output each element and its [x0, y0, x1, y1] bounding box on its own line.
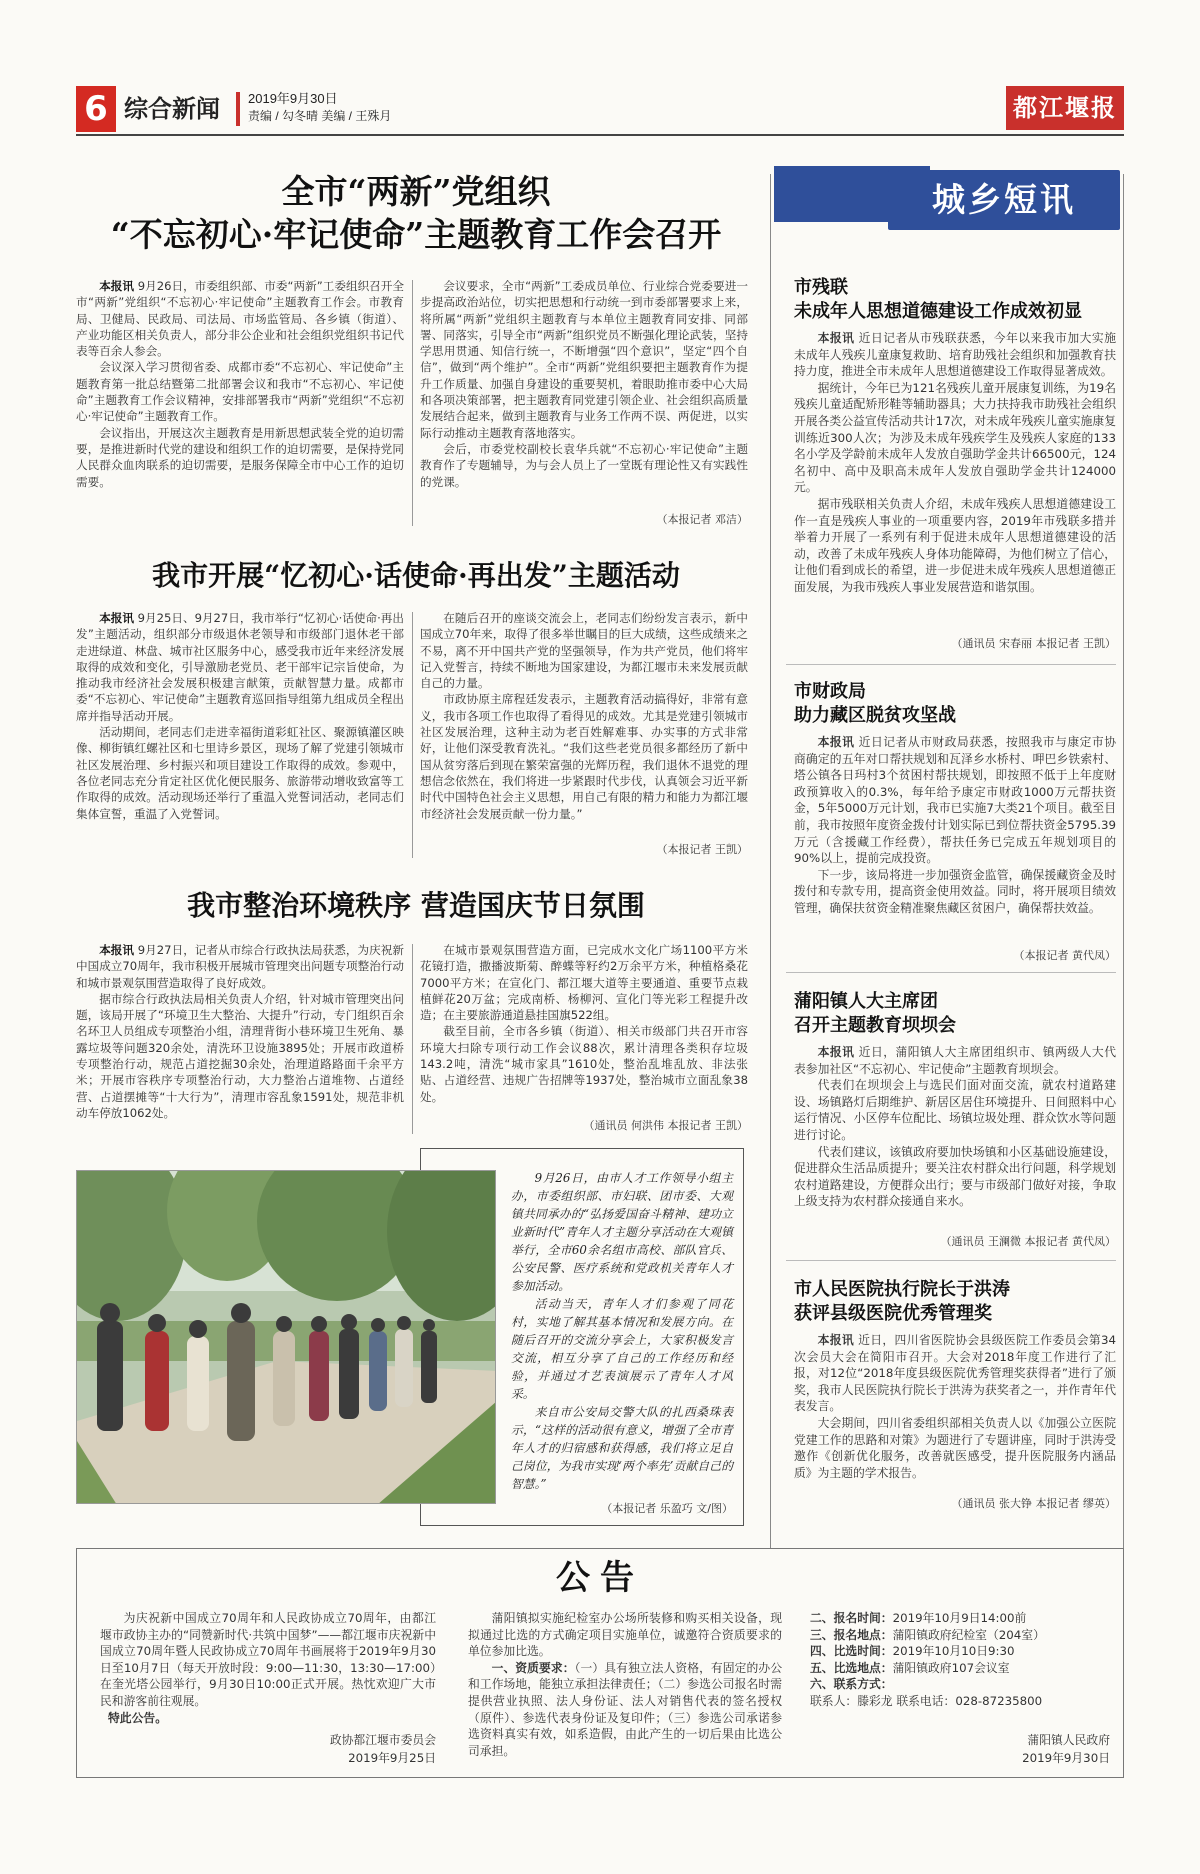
group-photo-image [77, 1171, 496, 1504]
a2-para-3: 在随后召开的座谈交流会上，老同志们纷纷发言表示，新中国成立70年来，取得了很多举世瞩目的巨大成绩，这些成绩来之不易，离不开中国共产党的坚强领导，作为共产党员，他们将牢记入党誓言，持续不断地为国家建设，为都江堰市未来发展贡献自己的力量。 [420, 611, 748, 691]
a2-para-1: 9月25日、9月27日，我市举行“忆初心·话使命·再出发”主题活动，组织部分市级退休老领导和市级部门退休老干部走进绿道、林盘、城市社区服务中心，感受我市近年来经济发展取得的成效和变化，引导激励老党员、老干部牢记宗旨使命，为推动我市经济社会发展积极建言献策，贡献智慧力量。成都市委“不忘初心、牢记使命”主题教育巡回指导组第九组成员全程出席并指导活动开展。 [76, 611, 404, 723]
notice-label-4: 四、比选时间： [810, 1644, 893, 1659]
a1-headline-2: “不忘初心·牢记使命”主题教育工作会召开 [110, 215, 722, 254]
caption-para-3: 来自市公安局交警大队的扎西桑珠表示，“这样的活动很有意义，增强了全市青年人才的归宿感和获得感，我们将立足自己岗位，为我市实现‘两个率先’贡献自己的智慧。” [511, 1405, 733, 1491]
page-number: 6 [76, 86, 116, 132]
notice-mid-req: （一）具有独立法人资格，有固定的办公和工作场地，能独立承担法律责任；（二）参选公司报名时需提供营业执照、法人身份证、法人对销售代表的签名授权（原件）、参选代表身份证及复印件；（三）参选公司承诺参选资料真实有效，如系造假，由此产生的一切后果由比选公司承担。 [468, 1660, 782, 1758]
editors-line: 责编 / 勾冬晴 美编 / 王殊月 [248, 109, 392, 123]
brief-4-headline-1: 市人民医院执行院长于洪涛 [794, 1279, 1010, 1300]
notice-label-5: 五、比选地点： [810, 1660, 893, 1675]
brief-3-para-3: 代表们建议，该镇政府要加快场镇和小区基础设施建设，促进群众生活品质提升；要关注农村群众出行问题，科学规划农村道路建设，方便群众出行；要与市级部门做好对接，争取上级支持为农村群众接通自来水。 [794, 1144, 1116, 1209]
section-title: 综合新闻 [124, 95, 220, 123]
brief-1-headline-1: 市残联 [794, 277, 848, 298]
brief-3-body [794, 1044, 1116, 1226]
a2-col-2 [420, 610, 748, 844]
column-rule [412, 944, 413, 1134]
a3-para-2: 据市综合行政执法局相关负责人介绍，针对城市管理突出问题，该局开展了“环境卫生大整治、大提升”行动，专门组织百余名环卫人员组成专项整治小组，清理背街小巷环境卫生死角、暴露垃圾等问题320余处，清洗环卫设施3895处；开展市政道桥专项整治行动，规范占道挖掘30余处，治理道路路面千余平方米；开展市容秩序专项整治行动，大力整治占道堆物、占道经营、占道摆摊等“十大行为”，清理市容乱象1591处，规范非机动车停放1062处。 [76, 991, 404, 1120]
a1-para-3: 会议指出，开展这次主题教育是用新思想武装全党的迫切需要，是推进新时代党的建设和组织工作的迫切需要，是保持党同人民群众血肉联系的迫切需要，是服务保障全市中心工作的迫切需要。 [76, 425, 404, 489]
a3-para-4: 截至目前，全市各乡镇（街道）、相关市级部门共召开市容环境大扫除专项行动工作会议88次，累计清理各类积存垃圾143.2吨，清洗“城市家具”1610处，整治乱堆乱放、非法张贴、占道经营、违规广告招牌等1937处，整治城市立面乱象38处。 [420, 1024, 748, 1104]
brief-2-para-1: 近日记者从市财政局获悉，按照我市与康定市协商确定的五年对口帮扶规划和瓦泽乡水桥村、呷巴乡铁索村、塔公镇各日玛村3个贫困村帮扶规划，即按照不低于上年度财政预算收入的0.3%，每年给予康定市财政1000万元帮扶资金，5年5000万元计划，我市已实施7大类21个项目。截至目前，我市按照年度资金拨付计划实际已到位帮扶资金5795.39万元（含援藏工作经费），帮扶任务已完成五年规划项目的90%以上，提前完成投资。 [794, 735, 1116, 866]
brief-4-lead: 本报讯 [817, 1333, 855, 1347]
a2-headline: 我市开展“忆初心·话使命·再出发”主题活动 [152, 559, 680, 592]
brief-3-headline-1: 蒲阳镇人大主席团 [794, 991, 938, 1012]
notice-left [100, 1610, 436, 1726]
a2-para-2: 活动期间，老同志们走进幸福街道彩虹社区、聚源镇灌区映像、柳街镇红螺社区和七里诗乡景区，现场了解了党建引领城市社区发展治理、乡村振兴和项目建设工作取得的成效。参观中，各位老同志充分肯定社区优化便民服务、旅游带动增收致富等工作取得的成效。活动现场还举行了重温入党誓词活动，老同志们集体宣誓，重温了入党誓词。 [76, 725, 404, 821]
notice-mid-para: 蒲阳镇拟实施纪检室办公场所装修和购买相关设备，现拟通过比选的方式确定项目实施单位，诚邀符合资质要求的单位参加比选。 [468, 1611, 782, 1659]
brief-1-para-1: 近日记者从市残联获悉，今年以来我市加大实施未成年人残疾儿童康复救助、培育助残社会组织和加强教育扶持力度，推进全市未成年人思想道德建设工作取得显著成效。 [794, 331, 1116, 379]
brief-1-para-3: 据市残联相关负责人介绍，未成年残疾人思想道德建设工作一直是残疾人事业的一项重要内容，2019年市残联多措并举着力开展了一系列有利于促进未成年人思想道德建设的活动，改善了未成年残疾人身体功能障碍，为他们树立了信心，让他们看到成长的希望，进一步促进未成年残疾人思想道德正面发展，为我市残疾人事业发展营造和谐氛围。 [794, 496, 1116, 594]
brief-2-body [794, 734, 1116, 958]
brief-4-body [794, 1332, 1116, 1506]
a1-para-1: 9月26日，市委组织部、市委“两新”工委组织召开全市“两新”党组织“不忘初心·牢记使命”主题教育工作会。市教育局、卫健局、民政局、司法局、市场监管局、各乡镇（街道）、产业功能区相关负责人，部分非公企业和社会组织党组织书记代表等百余人参会。 [76, 279, 404, 359]
a1-col-2 [420, 278, 748, 514]
notice-value-2: 2019年10月9日14:00前 [892, 1611, 1027, 1625]
a2-para-4: 市政协原主席程廷发表示，主题教育活动搞得好，非常有意义，我市各项工作也取得了看得见的成效。尤其是党建引领城市社区发展治理，这种主动为老百姓解难事、办实事的方式非常好，让他们深受教育洗礼。“我们这些老党员很多都经历了新中国从贫穷落后到现在繁荣富强的光辉历程，我们退休不退党的理想信念依然在，我们将进一步紧跟时代步伐，认真领会习近平新时代中国特色社会主义思想，用自己有限的精力和能力为都江堰市经济社会发展贡献一份力量。” [420, 692, 748, 821]
a2-lead: 本报讯 [99, 611, 134, 625]
a3-col-1 [76, 942, 404, 1138]
notice-value-5: 蒲阳镇政府107会议室 [892, 1660, 1010, 1675]
brief-1-byline: （通讯员 宋春丽 本报记者 王凯） [951, 637, 1116, 650]
a3-headline: 我市整治环境秩序 营造国庆节日氛围 [187, 889, 645, 922]
brief-3-lead: 本报讯 [817, 1045, 855, 1059]
a2-col-1 [76, 610, 404, 860]
brief-4-para-2: 大会期间，四川省委组织部相关负责人以《加强公立医院党建工作的思路和对策》为题进行了专题讲座，同时于洪涛受邀作《创新优化服务，改善就医感受，提升医院服务内涵品质》为主题的学术报告。 [794, 1415, 1116, 1480]
a3-byline: （通讯员 何洪伟 本报记者 王凯） [583, 1119, 748, 1132]
a1-para-4: 会议要求，全市“两新”工委成员单位、行业综合党委要进一步提高政治站位，切实把思想和行动统一到市委部署要求上来，将所属“两新”党组织主题教育与本单位主题教育同安排、同部署、同落实，引导全市“两新”组织党员不断强化理论武装，坚持学思用贯通、知信行统一，不断增强“四个意识”，坚定“四个自信”，做到“两个维护”。全市“两新”党组织要把主题教育作为提升工作质量、加强自身建设的重要契机，着眼助推市委中心大局和各项决策部署，把主题教育同党建引领企业、社会组织高质量发展结合起来，做到主题教育与业务工作两不误、两促进，以实际行动推动主题教育落地落实。 [420, 279, 748, 440]
news-photo [76, 1170, 496, 1504]
brief-2-lead: 本报讯 [817, 735, 855, 749]
brief-2-byline: （本报记者 黄代凤） [1013, 949, 1116, 962]
a1-para-5: 会后，市委党校副校长袁华兵就“不忘初心·牢记使命”主题教育作了专题辅导，为与会人员上了一堂既有理论性又有实践性的党课。 [420, 441, 748, 489]
a1-col-1 [76, 278, 404, 530]
a3-para-1: 9月27日，记者从市综合行政执法局获悉，为庆祝新中国成立70周年，我市积极开展城市管理突出问题专项整治行动和城市景观氛围营造取得了良好成效。 [76, 943, 404, 990]
notice-left-para: 为庆祝新中国成立70周年和人民政协成立70周年，由都江堰市政协主办的“同赞新时代·共筑中国梦”——都江堰市庆祝新中国成立70周年暨人民政协成立70周年书画展将于2019年9月30日至10月7日（每天开放时段：9:00—11:30，13:30—17:00）在奎光塔公园举行，9月30日10:00正式开展。热忱欢迎广大市民和游客前往观展。 [100, 1611, 436, 1708]
notice-left-org: 政协都江堰市委员会 [329, 1733, 436, 1747]
brief-3-headline-2: 召开主题教育坝坝会 [794, 1015, 956, 1036]
brief-2-para-2: 下一步，该局将进一步加强资金监管，确保援藏资金及时拨付和专款专用，提高资金使用效益。同时，将开展项目绩效管理，确保扶贫资金精准聚焦藏区贫困户，确保帮扶效益。 [794, 867, 1116, 915]
brief-3-para-1: 近日，蒲阳镇人大主席团组织市、镇两级人大代表参加社区“不忘初心、牢记使命”主题教育坝坝会。 [794, 1045, 1116, 1076]
a1-lead: 本报讯 [99, 279, 135, 293]
notice-value-3: 蒲阳镇政府纪检室（204室） [892, 1627, 1045, 1642]
notice-right-date: 2019年9月30日 [1022, 1751, 1110, 1765]
a2-byline: （本报记者 王凯） [656, 843, 748, 856]
brief-separator [786, 972, 1116, 973]
brief-2-headline-1: 市财政局 [794, 681, 866, 702]
brief-1-headline-2: 未成年人思想道德建设工作成效初显 [794, 301, 1082, 322]
brief-1-lead: 本报讯 [817, 331, 855, 345]
issue-date: 2019年9月30日 [248, 91, 338, 106]
caption-byline: （本报记者 乐盈巧 文/图） [601, 1502, 733, 1515]
photo-caption [511, 1169, 733, 1493]
brief-4-headline-2: 获评县级医院优秀管理奖 [794, 1303, 992, 1324]
a1-headline-1: 全市“两新”党组织 [281, 172, 551, 211]
a3-col-2 [420, 942, 748, 1122]
brief-1-body [794, 330, 1116, 650]
notice-title: 公告 [556, 1558, 644, 1598]
brief-3-para-2: 代表们在坝坝会上与选民们面对面交流，就农村道路建设、场镇路灯后期维护、新居区居住环境提升、日间照料中心运行情况、小区停车位配比、场镇垃圾处理、群众饮水等问题进行讨论。 [794, 1078, 1116, 1142]
brief-separator [786, 1260, 1116, 1261]
notice-left-date: 2019年9月25日 [348, 1751, 436, 1765]
newspaper-logo: 都江堰报 [1006, 86, 1124, 130]
brief-2-headline-2: 助力藏区脱贫攻坚战 [794, 705, 956, 726]
notice-right [810, 1610, 1110, 1710]
notice-value-4: 2019年10月10日9:30 [892, 1644, 1015, 1659]
notice-label-6: 六、联系方式： [810, 1677, 893, 1692]
notice-mid-req-label: 一、资质要求： [491, 1660, 575, 1675]
notice-label-3: 三、报名地点： [810, 1627, 893, 1642]
notice-left-closing: 特此公告。 [108, 1710, 167, 1725]
caption-para-2: 活动当天，青年人才们参观了同花村，实地了解其基本情况和发展方向。在随后召开的交流分享会上，大家积极发言交流，相互分享了自己的工作经历和经验，并通过才艺表演展示了青年人才风采。 [511, 1297, 733, 1401]
notice-right-org: 蒲阳镇人民政府 [1027, 1733, 1110, 1747]
column-rule [412, 280, 413, 526]
caption-para-1: 9月26日，由市人才工作领导小组主办，市委组织部、市妇联、团市委、大观镇共同承办的“弘扬爱国奋斗精神、建功立业新时代”青年人才主题分享活动在大观镇举行，全市60余名组市高校、部队官兵、公安民警、医疗系统和党政机关青年人才参加活动。 [511, 1171, 733, 1293]
page-header [76, 86, 1124, 132]
a3-para-3: 在城市景观氛围营造方面，已完成水文化广场1100平方米花镜打造，撒播波斯菊、醉蝶等籽约2万余平方米，种植格桑花7000平方米；在宣化门、都江堰大道等主要通道、重要节点栽植鲜花20万盆；完成南桥、杨柳河、宣化门等光彩工程提升改造；在主要旅游通道悬挂国旗522组。 [420, 943, 748, 1023]
brief-3-byline: （通讯员 王澜微 本报记者 黄代凤） [940, 1235, 1116, 1248]
brief-4-para-1: 近日，四川省医院协会县级医院工作委员会第34次会员大会在简阳市召开。大会对2018年度工作进行了汇报，对12位“2018年度县级医院优秀管理奖获得者”进行了颁奖，我市人民医院执行院长于洪涛为获奖者之一，并作青年代表发言。 [794, 1333, 1116, 1414]
sidebar-banner: 城乡短讯 [888, 170, 1120, 230]
notice-middle [468, 1610, 782, 1768]
brief-4-byline: （通讯员 张大铮 本报记者 缪英） [951, 1497, 1116, 1510]
brief-1-para-2: 据统计，今年已为121名残疾儿童开展康复训练，为19名残疾儿童适配矫形鞋等辅助器具；大力扶持我市助残社会组织开展各类公益宣传活动共计17次，对未成年残疾儿童实施康复训练近300人次；为涉及未成年残疾学生及残疾人家庭的133名小学及学龄前未成年人发放自强助学金共计66500元，124名初中、高中及职高未成年人发放自强助学金共计124000元。 [794, 380, 1116, 495]
brief-separator [786, 664, 1116, 665]
notice-contact: 联系人：滕彩龙 联系电话：028-87235800 [810, 1693, 1043, 1708]
a1-para-2: 会议深入学习贯彻省委、成都市委“不忘初心、牢记使命”主题教育第一批总结暨第二批部署会议和我市“不忘初心、牢记使命”主题教育工作会议精神，安排部署我市“两新”党组织“不忘初心·牢记使命”主题教育工作。 [76, 360, 404, 424]
header-rule [76, 134, 1124, 136]
a3-lead: 本报讯 [99, 943, 135, 957]
column-rule [412, 612, 413, 858]
a1-byline: （本报记者 邓洁） [656, 513, 748, 526]
notice-label-2: 二、报名时间： [810, 1611, 893, 1625]
section-divider [236, 92, 240, 126]
